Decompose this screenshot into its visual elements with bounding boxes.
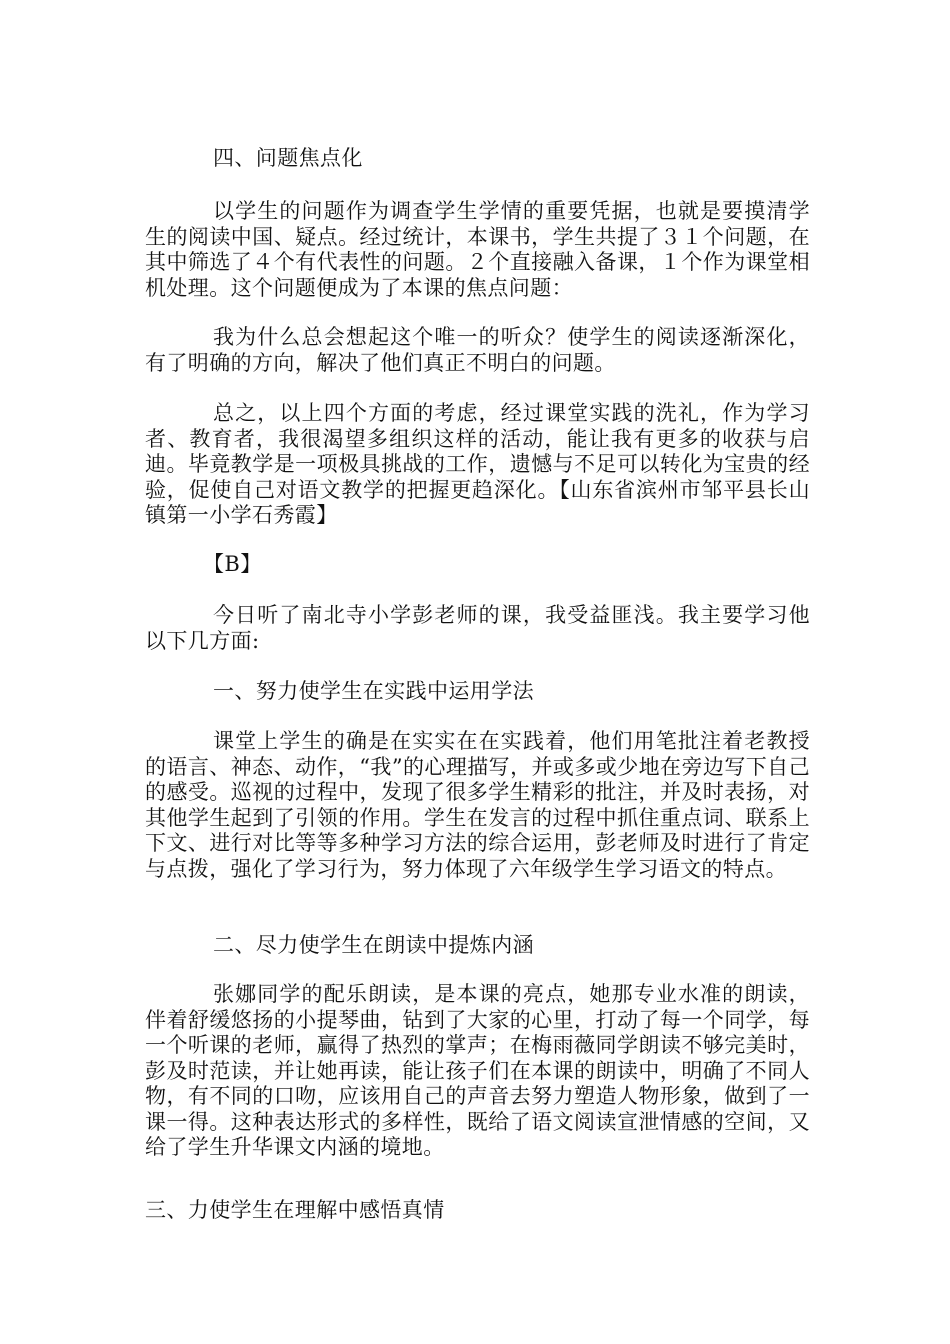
paragraph-question: 我为什么总会想起这个唯一的听众？使学生的阅读逐渐深化，有了明确的方向，解决了他们真正不明白的问题。: [145, 325, 810, 375]
section-label-b: 【B】: [203, 552, 262, 576]
paragraph-focus: 以学生的问题作为调查学生学情的重要凭据，也就是要摸清学生的阅读中国、疑点。经过统计，本课书，学生共提了３１个问题，在其中筛选了４个有代表性的问题。２个直接融入备课，１个作为课堂相机处理。这个问题便成为了本课的焦点问题：: [145, 199, 810, 300]
paragraph-summary: 总之，以上四个方面的考虑，经过课堂实践的洗礼，作为学习者、教育者，我很渴望多组织这样的活动，能让我有更多的收获与启迪。毕竟教学是一项极具挑战的工作，遗憾与不足可以转化为宝贵的经验，促使自己对语文教学的把握更趋深化。【山东省滨州市邹平县长山镇第一小学石秀霞】: [145, 401, 810, 527]
section-heading-3: 三、力使学生在理解中感悟真情: [145, 1198, 445, 1222]
section-heading-1: 一、努力使学生在实践中运用学法: [213, 679, 534, 703]
paragraph-reading: 张娜同学的配乐朗读，是本课的亮点，她那专业水准的朗读，伴着舒缓悠扬的小提琴曲，钻到了大家的心里，打动了每一个同学，每一个听课的老师，赢得了热烈的掌声；在梅雨薇同学朗读不够完美时，彭及时范读，并让她再读，能让孩子们在本课的朗读中，明确了不同人物，有不同的口吻，应该用自己的声音去努力塑造人物形象，做到了一课一得。这种表达形式的多样性，既给了语文阅读宣泄情感的空间，又给了学生升华课文内涵的境地。: [145, 982, 810, 1159]
paragraph-practice: 课堂上学生的确是在实实在在实践着，他们用笔批注着老教授的语言、神态、动作，“我”的心理描写，并或多或少地在旁边写下自己的感受。巡视的过程中，发现了很多学生精彩的批注，并及时表扬，对其他学生起到了引领的作用。学生在发言的过程中抓住重点词、联系上下文、进行对比等等多种学习方法的综合运用，彭老师及时进行了肯定与点拨，强化了学习行为，努力体现了六年级学生学习语文的特点。: [145, 729, 810, 881]
section-heading-2: 二、尽力使学生在朗读中提炼内涵: [213, 933, 534, 957]
paragraph-intro: 今日听了南北寺小学彭老师的课，我受益匪浅。我主要学习他以下几方面:: [145, 603, 810, 653]
section-heading-4: 四、问题焦点化: [213, 146, 363, 170]
